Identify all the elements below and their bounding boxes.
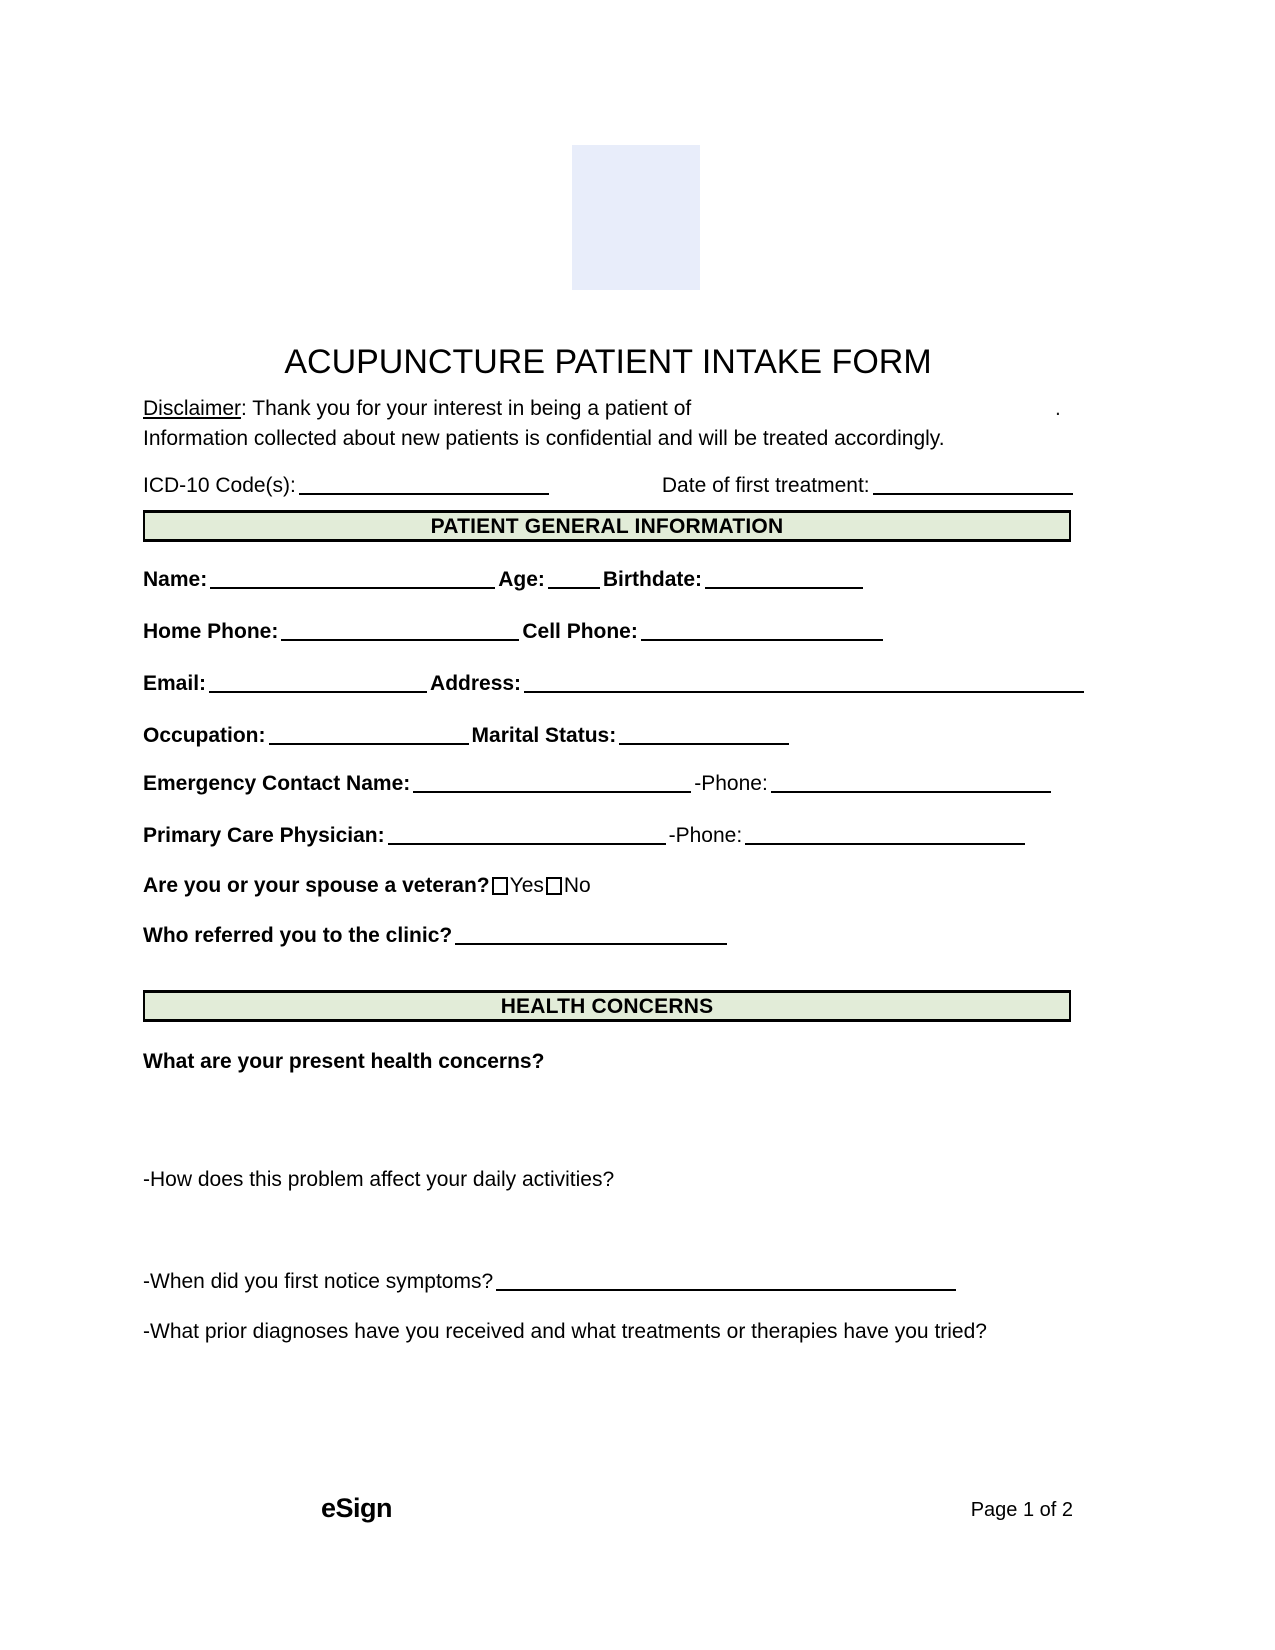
page-number-label: Page 1 of 2 [970, 1499, 1073, 1521]
question-daily-activities [143, 1168, 1103, 1192]
label-email-address-0: Email: [143, 672, 207, 695]
input-emergency-contact-3[interactable] [771, 772, 1051, 793]
input-name-age-birthdate-1[interactable] [210, 568, 495, 589]
referral-question-row [143, 924, 1103, 948]
disclaimer-label: Disclaimer [143, 397, 242, 420]
first-treatment-date-label: Date of first treatment: [661, 474, 870, 497]
disclaimer-trailing-period: . [1055, 397, 1061, 420]
label-emergency-contact-2: -Phone: [694, 772, 768, 795]
veteran-yes-label: Yes [509, 874, 544, 897]
icd-and-date-row [143, 474, 1073, 498]
veteran-question-label: Are you or your spouse a veteran? [143, 874, 490, 897]
esign-brand-logo: eSign [321, 1493, 393, 1523]
question-present-health-concerns [143, 1050, 1103, 1074]
label-email-address-2: Address: [430, 672, 522, 695]
field-row-occupation-marital [143, 724, 1103, 748]
input-primary-care-physician-1[interactable] [388, 824, 666, 845]
disclaimer-paragraph [143, 394, 1073, 454]
input-name-age-birthdate-5[interactable] [705, 568, 863, 589]
input-primary-care-physician-3[interactable] [745, 824, 1025, 845]
question-prior-diagnoses [143, 1320, 1103, 1344]
input-home-cell-phone-1[interactable] [281, 620, 519, 641]
label-occupation-marital-0: Occupation: [143, 724, 266, 747]
label-name-age-birthdate-2: Age: [498, 568, 545, 591]
label-home-cell-phone-2: Cell Phone: [522, 620, 638, 643]
input-name-age-birthdate-3[interactable] [548, 568, 600, 589]
first-treatment-date-input[interactable] [873, 474, 1073, 495]
referral-question-label: Who referred you to the clinic? [143, 924, 453, 947]
veteran-no-label: No [563, 874, 591, 897]
input-email-address-1[interactable] [209, 672, 427, 693]
answer-input-first-notice-symptoms[interactable] [496, 1270, 956, 1291]
question-text-present-health-concerns: What are your present health concerns? [143, 1050, 545, 1073]
field-row-home-cell-phone [143, 620, 1103, 644]
disclaimer-line-1 [143, 397, 691, 420]
label-name-age-birthdate-0: Name: [143, 568, 208, 591]
label-occupation-marital-2: Marital Status: [471, 724, 617, 747]
disclaimer-text-1: : Thank you for your interest in being a patient of [241, 397, 692, 420]
field-row-email-address [143, 672, 1103, 696]
input-occupation-marital-3[interactable] [619, 724, 789, 745]
label-primary-care-physician-2: -Phone: [668, 824, 743, 847]
veteran-no-checkbox[interactable] [546, 877, 562, 895]
input-emergency-contact-1[interactable] [413, 772, 691, 793]
field-row-name-age-birthdate [143, 568, 1103, 592]
icd-code-label: ICD-10 Code(s): [143, 474, 296, 497]
veteran-yes-checkbox[interactable] [492, 877, 508, 895]
disclaimer-text-2: Information collected about new patients is confidential and will be treated accordingly. [143, 427, 945, 450]
question-text-daily-activities: -How does this problem affect your daily activities? [143, 1168, 615, 1191]
logo-placeholder [572, 145, 700, 290]
question-first-notice-symptoms [143, 1270, 1103, 1294]
field-row-emergency-contact [143, 772, 1103, 796]
label-emergency-contact-0: Emergency Contact Name: [143, 772, 411, 795]
label-name-age-birthdate-4: Birthdate: [602, 568, 703, 591]
input-home-cell-phone-3[interactable] [641, 620, 883, 641]
input-occupation-marital-1[interactable] [269, 724, 469, 745]
label-primary-care-physician-0: Primary Care Physician: [143, 824, 385, 847]
icd-code-input[interactable] [299, 474, 549, 495]
veteran-question-row [143, 874, 1103, 898]
section-header-patient-general-information: PATIENT GENERAL INFORMATION [143, 510, 1071, 542]
field-row-primary-care-physician [143, 824, 1103, 848]
page-title: ACUPUNCTURE PATIENT INTAKE FORM [284, 342, 932, 381]
referral-input[interactable] [455, 924, 727, 945]
input-email-address-3[interactable] [524, 672, 1084, 693]
question-text-first-notice-symptoms: -When did you first notice symptoms? [143, 1270, 494, 1293]
section-header-health-concerns: HEALTH CONCERNS [143, 990, 1071, 1022]
label-home-cell-phone-0: Home Phone: [143, 620, 279, 643]
question-text-prior-diagnoses: -What prior diagnoses have you received and what treatments or therapies have you tried? [143, 1320, 987, 1343]
